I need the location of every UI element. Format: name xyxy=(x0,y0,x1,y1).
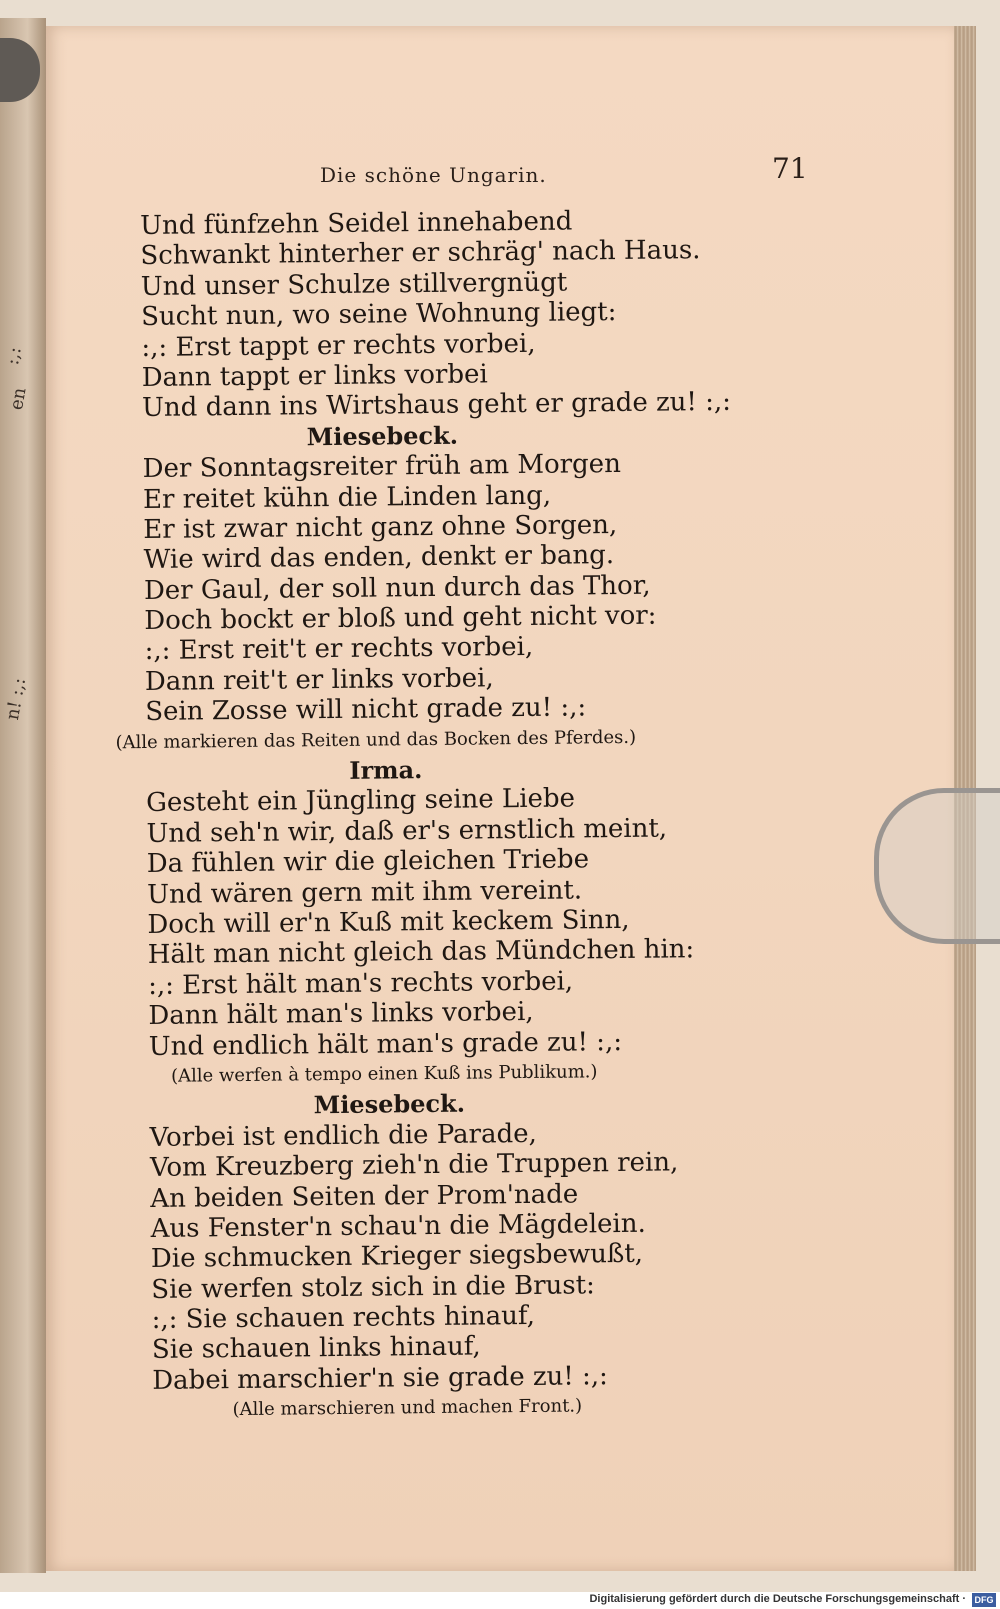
verse-line: Und dann ins Wirtshaus geht er grade zu! :,: xyxy=(141,387,732,424)
verse-line: Doch bockt er bloß und geht nicht vor: xyxy=(144,600,657,637)
verse-line: Sie schauen links hinauf, xyxy=(151,1331,481,1366)
verse-line: Und unser Schulze stillvergnügt xyxy=(140,267,568,302)
stage-direction: (Alle markieren das Reiten und das Bocken des Pferdes.) xyxy=(115,726,637,753)
verse-line: Er ist zwar nicht ganz ohne Sorgen, xyxy=(143,509,618,545)
margin-fragment: :,: xyxy=(2,345,26,367)
verse-line: :,: Erst hält man's rechts vorbei, xyxy=(147,966,574,1001)
verse-line: :,: Erst reit't er rechts vorbei, xyxy=(144,632,534,667)
verse-line: An beiden Seiten der Prom'nade xyxy=(150,1178,579,1214)
verse-line: Vorbei ist endlich die Parade, xyxy=(149,1118,537,1153)
verse-text xyxy=(115,204,853,1427)
verse-line: Sein Zosse will nicht grade zu! :,: xyxy=(145,692,587,728)
verse-line: Dann hält man's links vorbei, xyxy=(148,997,534,1032)
verse-line: Und endlich hält man's grade zu! :,: xyxy=(148,1026,623,1062)
verse-line: Wie wird das enden, denkt er bang. xyxy=(143,540,615,576)
running-head: Die schöne Ungarin. xyxy=(320,163,547,187)
verse-line: Vom Kreuzberg zieh'n die Truppen rein, xyxy=(149,1147,679,1184)
verse-line: Hält man nicht gleich das Mündchen hin: xyxy=(147,934,695,971)
margin-fragment: en xyxy=(6,386,31,412)
verse-line: Doch will er'n Kuß mit keckem Sinn, xyxy=(147,904,630,940)
verse-line: Dabei marschier'n sie grade zu! :,: xyxy=(152,1361,608,1396)
speaker-name: Irma. xyxy=(349,755,423,785)
verse-line: Und seh'n wir, daß er's ernstlich meint, xyxy=(146,813,668,849)
verse-line: Und fünfzehn Seidel innehabend xyxy=(140,206,573,241)
facing-page-edge xyxy=(0,18,46,1573)
verse-line: Sie werfen stolz sich in die Brust: xyxy=(151,1269,596,1305)
page-number: 71 xyxy=(772,152,808,185)
speaker-name: Miesebeck. xyxy=(313,1088,466,1120)
dfg-logo: DFG xyxy=(972,1593,996,1607)
verse-line: Sucht nun, wo seine Wohnung liegt: xyxy=(140,297,617,333)
stage-direction: (Alle marschieren und machen Front.) xyxy=(232,1395,583,1421)
verse-line: Gesteht ein Jüngling seine Liebe xyxy=(146,783,576,819)
stage-direction: (Alle werfen à tempo einen Kuß ins Publikum.) xyxy=(170,1061,598,1087)
verse-line: Er reitet kühn die Linden lang, xyxy=(142,480,552,515)
verse-line: Die schmucken Krieger siegsbewußt, xyxy=(150,1239,644,1275)
margin-fragment: n! :,: xyxy=(2,676,31,722)
verse-line: :,: Sie schauen rechts hinauf, xyxy=(151,1300,536,1336)
verse-line: Schwankt hinterher er schräg' nach Haus. xyxy=(140,235,701,272)
binding-ring xyxy=(0,38,40,102)
verse-line: :,: Erst tappt er rechts vorbei, xyxy=(141,328,536,363)
verse-line: Da fühlen wir die gleichen Triebe xyxy=(146,844,590,880)
verse-line: Der Sonntagsreiter früh am Morgen xyxy=(142,449,622,485)
verse-line: Und wären gern mit ihm vereint. xyxy=(147,875,583,910)
speaker-name: Miesebeck. xyxy=(306,420,459,452)
funding-credit: Digitalisierung gefördert durch die Deutsche Forschungsgemeinschaft · xyxy=(589,1593,966,1605)
verse-line: Dann reit't er links vorbei, xyxy=(144,663,494,697)
verse-line: Der Gaul, der soll nun durch das Thor, xyxy=(143,570,651,606)
verse-line: Aus Fenster'n schau'n die Mägdelein. xyxy=(150,1208,646,1244)
verse-line: Dann tappt er links vorbei xyxy=(141,359,488,393)
page-clip xyxy=(874,788,1000,944)
